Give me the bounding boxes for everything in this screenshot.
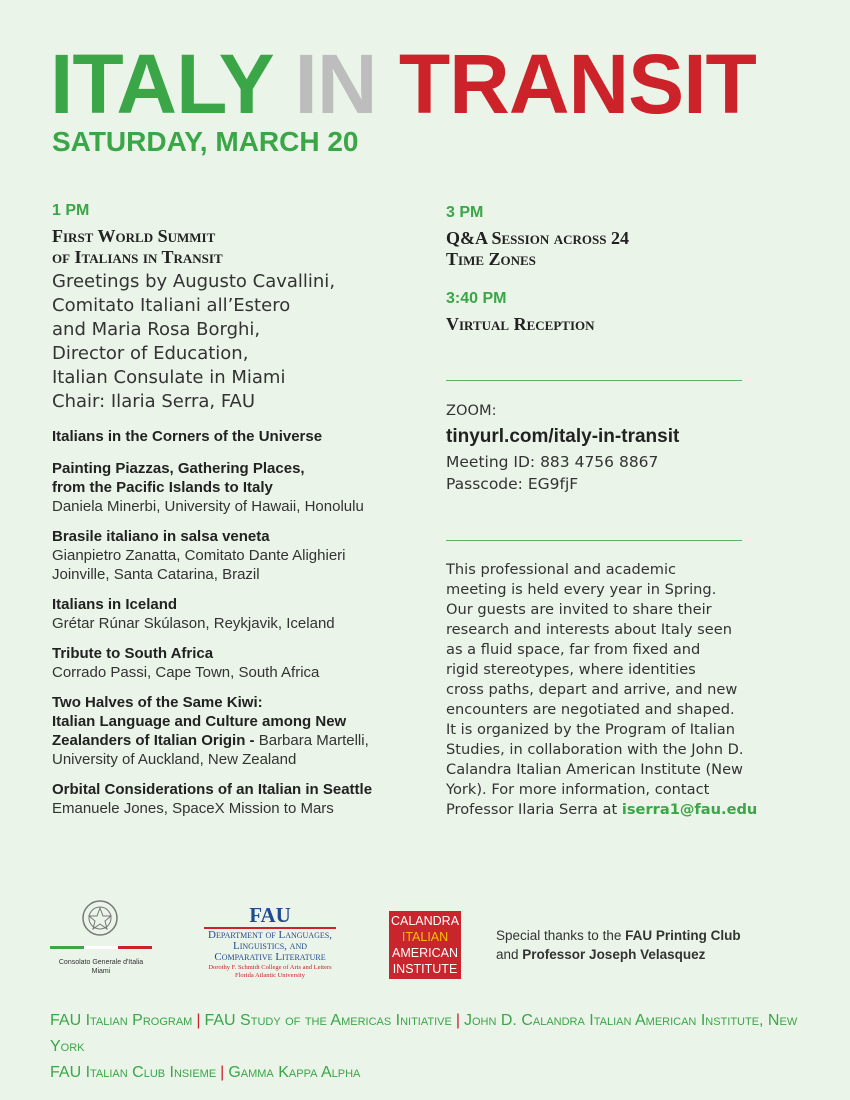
summit-heading-line: of Italians in Transit [52, 247, 223, 267]
divider [446, 540, 742, 541]
summit-heading [52, 226, 422, 268]
thanks-professor: Professor Joseph Velasquez [522, 947, 706, 962]
title-word-in: IN [294, 37, 377, 131]
session-speaker: Gianpietro Zanatta, Comitato Dante Alighieri [52, 547, 346, 564]
description-line: Calandra Italian American Institute (New [446, 761, 743, 778]
meeting-id: Meeting ID: 883 4756 8867 [446, 453, 659, 471]
description-line: as a fluid space, far from fixed and [446, 641, 701, 658]
calandra-line: CALANDRA [390, 914, 460, 928]
description-line: Our guests are invited to share their [446, 601, 712, 618]
session-item [52, 595, 422, 633]
session-title: Tribute to South Africa [52, 645, 214, 662]
fau-logo [186, 904, 354, 980]
session-speaker: Corrado Passi, Cape Town, South Africa [52, 664, 320, 681]
greetings-line: Italian Consulate in Miami [52, 367, 286, 388]
zoom-label: ZOOM: [446, 402, 497, 419]
session-title: Brasile italiano in salsa veneta [52, 528, 270, 545]
left-column [52, 202, 422, 818]
description-line: This professional and academic [446, 561, 677, 578]
contact-email-link[interactable]: iserra1@fau.edu [621, 801, 758, 818]
thanks [496, 926, 796, 964]
consulate-name: Consolato Generale d'Italia [58, 959, 144, 966]
section-heading-text: Italians in the Corners of the Universe [52, 428, 323, 445]
qa-heading [446, 228, 756, 270]
footer-partner: Gamma Kappa Alpha [228, 1064, 361, 1081]
consulate-logo [48, 896, 154, 980]
calandra-line: INSTITUTE [392, 962, 458, 976]
greetings-line: Director of Education, [52, 343, 249, 364]
description-line: rigid stereotypes, where identities [446, 661, 696, 678]
session-speaker: Barbara Martelli, [258, 732, 369, 749]
description [446, 560, 766, 820]
contact-line [446, 800, 766, 820]
reception-heading: Virtual Reception [446, 314, 595, 334]
zoom-link[interactable]: tinyurl.com/italy-in-transit [446, 426, 680, 447]
description-line: encounters are negotiated and shaped. [446, 701, 735, 718]
time-1pm: 1 PM [52, 202, 90, 219]
italian-emblem-icon [48, 896, 154, 952]
footer-partner: FAU Italian Club Insieme [50, 1064, 217, 1081]
session-item [52, 693, 422, 769]
thanks-prefix: Special thanks to the [496, 928, 626, 943]
session-speaker: Grétar Rúnar Skúlason, Reykjavik, Iceland [52, 615, 335, 632]
fau-mark: FAU [249, 903, 291, 927]
contact-prefix: Professor Ilaria Serra at [446, 801, 622, 818]
passcode: Passcode: EG9fjF [446, 475, 579, 493]
greetings-line: Greetings by Augusto Cavallini, [52, 271, 336, 292]
consulate-city: Miami [91, 968, 111, 975]
calandra-line: ITALIAN [401, 930, 449, 944]
session-item [52, 780, 422, 818]
event-date: SATURDAY, MARCH 20 [52, 126, 359, 157]
footer-partner: FAU Study of the Americas Initiative [204, 1012, 452, 1029]
thanks-club: FAU Printing Club [625, 928, 741, 943]
fau-university: Florida Atlantic University [234, 972, 306, 979]
description-line: Studies, in collaboration with the John D. [446, 741, 744, 758]
section-heading [52, 427, 422, 446]
greetings-line: and Maria Rosa Borghi, [52, 319, 261, 340]
fau-college: Dorothy F. Schmidt College of Arts and Letters [208, 964, 332, 971]
fau-dept-line: Linguistics, and [233, 940, 307, 952]
session-title: Italians in Iceland [52, 596, 178, 613]
qa-heading-line: Time Zones [446, 249, 536, 269]
divider [446, 380, 742, 381]
greetings [52, 270, 422, 414]
session-speaker: Emanuele Jones, SpaceX Mission to Mars [52, 800, 334, 817]
thanks-and: and [496, 947, 523, 962]
title-word-italy: ITALY [50, 37, 273, 131]
page-title [50, 34, 756, 134]
session-speaker: Daniela Minerbi, University of Hawaii, Honolulu [52, 498, 364, 515]
greetings-line: Chair: Ilaria Serra, FAU [52, 391, 256, 412]
greetings-line: Comitato Italiani all’Estero [52, 295, 291, 316]
description-line: It is organized by the Program of Italian [446, 721, 736, 738]
footer-partners: FAU Italian Program | FAU Study of the Americas Initiative | John D. Calandra Italian American Institute, New York FAU Italian Club Insieme | Gamma Kappa Alpha [50, 1012, 798, 1081]
fau-dept-line: Department of Languages, [208, 929, 332, 941]
description-line: York). For more information, contact [446, 781, 710, 798]
description-line: research and interests about Italy seen [446, 621, 732, 638]
description-line: cross paths, depart and arrive, and new [446, 681, 738, 698]
footer-partner: FAU Italian Program [50, 1012, 193, 1029]
session-title: Orbital Considerations of an Italian in Seattle [52, 781, 373, 798]
session-title: Zealanders of Italian Origin - [52, 732, 255, 749]
summit-heading-line: First World Summit [52, 226, 216, 246]
session-title: Painting Piazzas, Gathering Places, [52, 460, 305, 477]
session-item [52, 527, 422, 584]
description-line: meeting is held every year in Spring. [446, 581, 717, 598]
session-title: from the Pacific Islands to Italy [52, 479, 273, 496]
footer-partner: John D. Calandra Italian American Institute, New York [50, 1012, 798, 1055]
time-3pm: 3 PM [446, 204, 484, 221]
fau-dept-line: Comparative Literature [214, 951, 326, 963]
time-340pm: 3:40 PM [446, 290, 507, 307]
calandra-line: AMERICAN [392, 946, 458, 960]
session-title: Italian Language and Culture among New [52, 713, 347, 730]
session-speaker: University of Auckland, New Zealand [52, 751, 297, 768]
session-title: Two Halves of the Same Kiwi: [52, 694, 263, 711]
session-item [52, 459, 422, 516]
right-column [446, 204, 756, 335]
qa-heading-line: Q&A Session across 24 [446, 228, 629, 248]
calandra-logo [389, 911, 461, 979]
session-item [52, 644, 422, 682]
zoom-info [446, 401, 766, 495]
title-word-transit: TRANSIT [398, 37, 756, 131]
session-speaker: Joinville, Santa Catarina, Brazil [52, 566, 260, 583]
